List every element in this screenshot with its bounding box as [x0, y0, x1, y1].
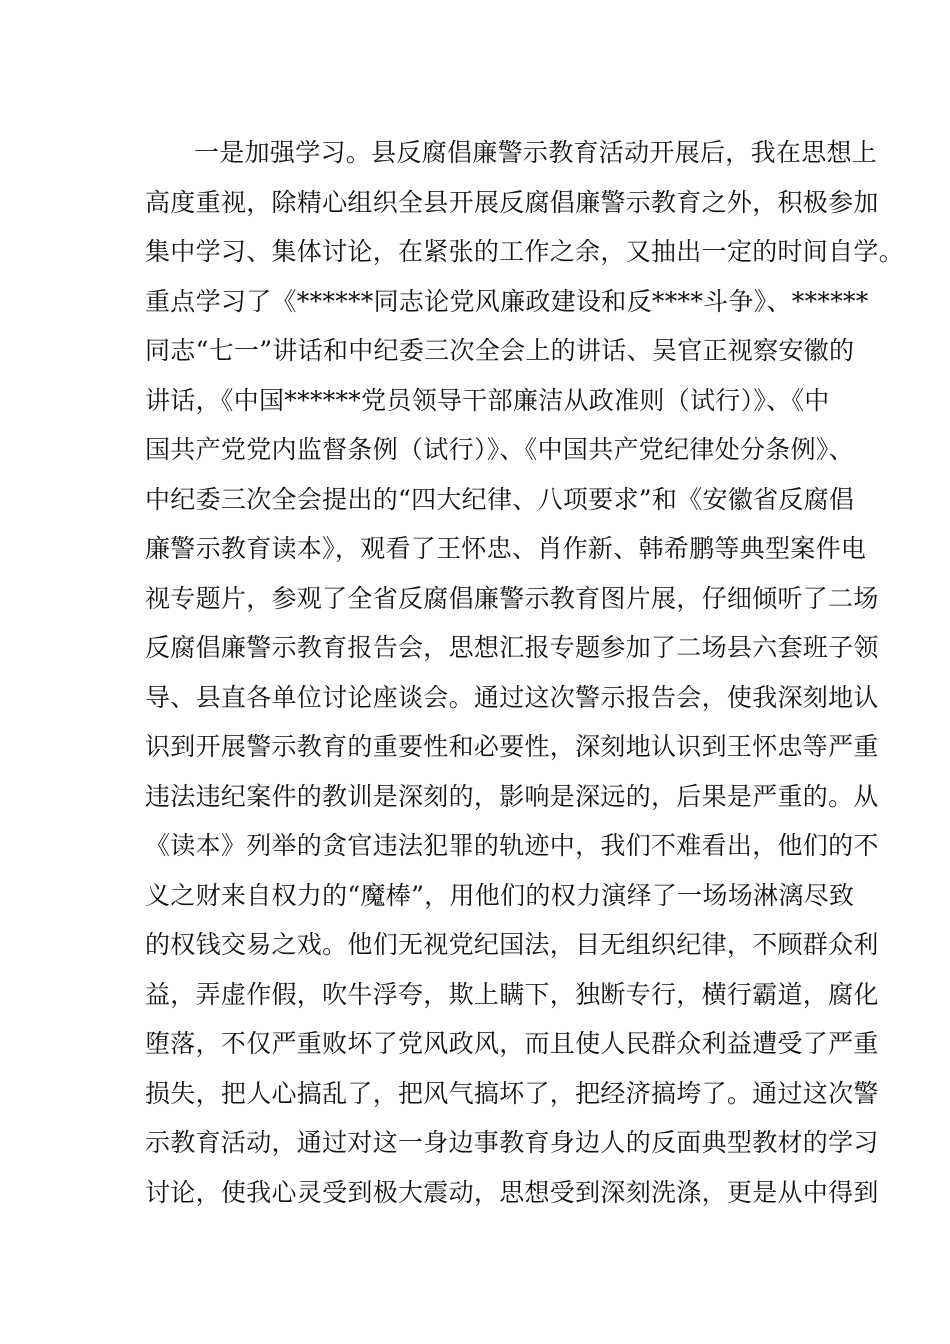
text-line: 中纪委三次全会提出的“四大纪律、八项要求”和《安徽省反腐倡	[145, 484, 855, 514]
text-line: 的权钱交易之戏。他们无视党纪国法，目无组织纪律，不顾群众利	[145, 930, 879, 959]
text-line: 违法违纪案件的教训是深刻的，影响是深远的，后果是严重的。从	[145, 781, 879, 811]
text-line: 堕落，不仅严重败坏了党风政风，而且使人民群众利益遭受了严重	[145, 1029, 879, 1058]
text-line: 视专题片，参观了全省反腐倡廉警示教育图片展，仔细倾听了二场	[145, 583, 879, 613]
text-line: 损失，把人心搞乱了，把风气搞坏了，把经济搞垮了。通过这次警	[145, 1078, 879, 1108]
text-line: 讲话，《中国******党员领导干部廉洁从政准则（试行）》、《中	[145, 385, 830, 415]
text-line: 高度重视，除精心组织全县开展反腐倡廉警示教育之外，积极参加	[145, 187, 879, 217]
text-line: 反腐倡廉警示教育报告会，思想汇报专题参加了二场县六套班子领	[145, 633, 879, 662]
text-line: 示教育活动，通过对这一身边事教育身边人的反面典型教材的学习	[145, 1128, 879, 1157]
text-line: 廉警示教育读本》，观看了王怀忠、肖作新、韩希鹏等典型案件电	[145, 534, 867, 563]
text-line: 《读本》列举的贪官违法犯罪的轨迹中，我们不难看出，他们的不	[145, 831, 879, 860]
text-line: 同志“七一”讲话和中纪委三次全会上的讲话、吴官正视察安徽的	[145, 336, 855, 365]
text-line: 国共产党党内监督条例（试行）》、《中国共产党纪律处分条例》、	[145, 435, 855, 464]
text-line: 讨论，使我心灵受到极大震动，思想受到深刻洗涤，更是从中得到	[145, 1177, 879, 1207]
body-paragraph	[145, 128, 905, 1217]
text-line: 识到开展警示教育的重要性和必要性，深刻地认识到王怀忠等严重	[145, 732, 879, 761]
text-line: 集中学习、集体讨论，在紧张的工作之余，又抽出一定的时间自学。	[145, 237, 905, 266]
text-line: 重点学习了《******同志论党风廉政建设和反****斗争》、******	[145, 286, 869, 316]
text-line: 导、县直各单位讨论座谈会。通过这次警示报告会，使我深刻地认	[145, 682, 879, 712]
text-line: 益，弄虚作假，吹牛浮夸，欺上瞒下，独断专行，横行霸道，腐化	[145, 979, 879, 1009]
text-line: 一是加强学习。县反腐倡廉警示教育活动开展后，我在思想上	[194, 138, 878, 167]
text-line: 义之财来自权力的“魔棒”，用他们的权力演绎了一场场淋漓尽致	[145, 880, 855, 910]
